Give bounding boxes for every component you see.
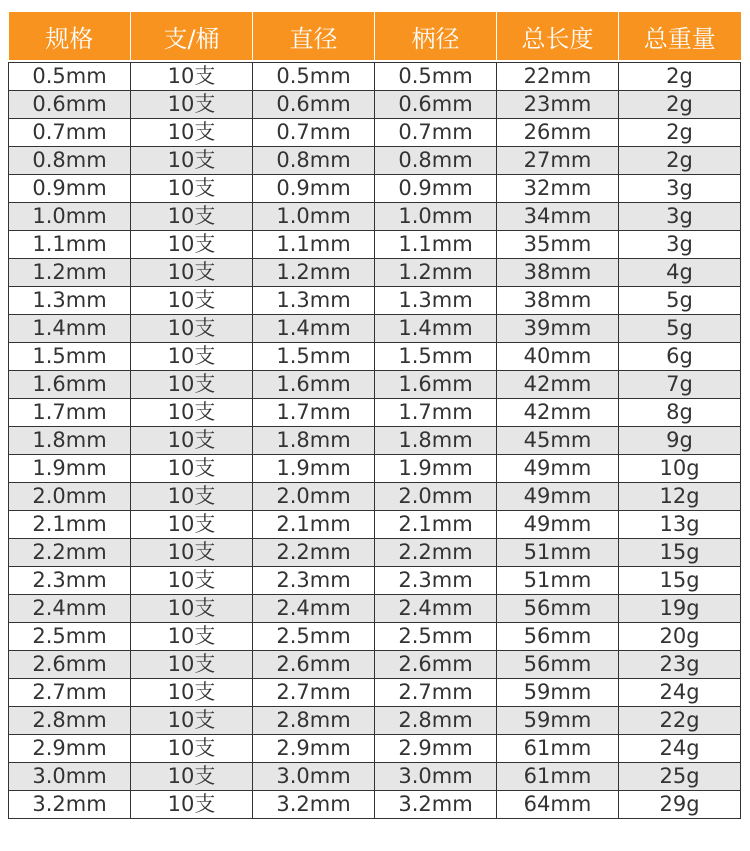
cell-shank: 1.5mm: [375, 343, 497, 371]
cell-weight: 6g: [619, 343, 741, 371]
cell-diameter: 1.0mm: [253, 203, 375, 231]
cell-shank: 2.1mm: [375, 511, 497, 539]
cell-weight: 3g: [619, 203, 741, 231]
cell-shank: 1.7mm: [375, 399, 497, 427]
cell-weight: 13g: [619, 511, 741, 539]
cell-diameter: 0.7mm: [253, 119, 375, 147]
cell-length: 51mm: [497, 567, 619, 595]
cell-length: 49mm: [497, 511, 619, 539]
cell-length: 22mm: [497, 63, 619, 91]
table-row: [9, 91, 741, 119]
table-row: [9, 791, 741, 819]
cell-shank: 3.0mm: [375, 763, 497, 791]
cell-weight: 24g: [619, 735, 741, 763]
cell-weight: 3g: [619, 175, 741, 203]
cell-diameter: 3.2mm: [253, 791, 375, 819]
cell-weight: 9g: [619, 427, 741, 455]
cell-diameter: 1.2mm: [253, 259, 375, 287]
cell-spec: 2.8mm: [9, 707, 131, 735]
cell-weight: 15g: [619, 539, 741, 567]
cell-shank: 2.0mm: [375, 483, 497, 511]
cell-shank: 1.6mm: [375, 371, 497, 399]
cell-spec: 1.8mm: [9, 427, 131, 455]
cell-diameter: 1.7mm: [253, 399, 375, 427]
cell-length: 59mm: [497, 679, 619, 707]
cell-spec: 2.7mm: [9, 679, 131, 707]
header-cell-diameter: 直径: [253, 12, 375, 60]
table-row: [9, 679, 741, 707]
table-row: [9, 483, 741, 511]
cell-count: 10支: [131, 567, 253, 595]
table-row: [9, 735, 741, 763]
cell-shank: 2.7mm: [375, 679, 497, 707]
cell-shank: 2.9mm: [375, 735, 497, 763]
cell-diameter: 0.8mm: [253, 147, 375, 175]
cell-shank: 1.4mm: [375, 315, 497, 343]
cell-weight: 2g: [619, 63, 741, 91]
cell-length: 59mm: [497, 707, 619, 735]
cell-length: 39mm: [497, 315, 619, 343]
table-row: [9, 763, 741, 791]
cell-count: 10支: [131, 595, 253, 623]
cell-weight: 23g: [619, 651, 741, 679]
cell-shank: 1.3mm: [375, 287, 497, 315]
header-cell-length: 总长度: [497, 12, 619, 60]
cell-length: 61mm: [497, 763, 619, 791]
cell-shank: 0.8mm: [375, 147, 497, 175]
table-row: [9, 371, 741, 399]
cell-weight: 29g: [619, 791, 741, 819]
cell-length: 42mm: [497, 399, 619, 427]
cell-shank: 1.1mm: [375, 231, 497, 259]
cell-spec: 1.4mm: [9, 315, 131, 343]
cell-count: 10支: [131, 259, 253, 287]
cell-diameter: 2.2mm: [253, 539, 375, 567]
cell-weight: 15g: [619, 567, 741, 595]
cell-diameter: 2.7mm: [253, 679, 375, 707]
cell-weight: 2g: [619, 119, 741, 147]
cell-count: 10支: [131, 735, 253, 763]
cell-spec: 2.5mm: [9, 623, 131, 651]
cell-count: 10支: [131, 91, 253, 119]
header-cell-spec: 规格: [9, 12, 131, 60]
table-row: [9, 175, 741, 203]
cell-count: 10支: [131, 455, 253, 483]
cell-spec: 1.0mm: [9, 203, 131, 231]
cell-spec: 1.9mm: [9, 455, 131, 483]
cell-count: 10支: [131, 791, 253, 819]
cell-count: 10支: [131, 679, 253, 707]
table-row: [9, 539, 741, 567]
cell-length: 26mm: [497, 119, 619, 147]
cell-spec: 0.7mm: [9, 119, 131, 147]
cell-count: 10支: [131, 399, 253, 427]
cell-length: 40mm: [497, 343, 619, 371]
cell-shank: 0.9mm: [375, 175, 497, 203]
table-body: [9, 63, 741, 819]
cell-spec: 0.5mm: [9, 63, 131, 91]
cell-spec: 1.5mm: [9, 343, 131, 371]
cell-count: 10支: [131, 175, 253, 203]
cell-shank: 2.6mm: [375, 651, 497, 679]
table-row: [9, 427, 741, 455]
cell-count: 10支: [131, 63, 253, 91]
table-row: [9, 147, 741, 175]
cell-length: 38mm: [497, 259, 619, 287]
cell-diameter: 1.8mm: [253, 427, 375, 455]
cell-length: 61mm: [497, 735, 619, 763]
cell-spec: 3.2mm: [9, 791, 131, 819]
cell-diameter: 2.5mm: [253, 623, 375, 651]
cell-shank: 2.4mm: [375, 595, 497, 623]
cell-length: 51mm: [497, 539, 619, 567]
cell-shank: 2.2mm: [375, 539, 497, 567]
cell-spec: 2.3mm: [9, 567, 131, 595]
table-row: [9, 623, 741, 651]
cell-shank: 3.2mm: [375, 791, 497, 819]
cell-shank: 1.2mm: [375, 259, 497, 287]
cell-length: 32mm: [497, 175, 619, 203]
cell-length: 42mm: [497, 371, 619, 399]
cell-spec: 2.2mm: [9, 539, 131, 567]
cell-diameter: 2.1mm: [253, 511, 375, 539]
cell-diameter: 2.3mm: [253, 567, 375, 595]
cell-spec: 2.9mm: [9, 735, 131, 763]
cell-length: 56mm: [497, 595, 619, 623]
cell-spec: 2.4mm: [9, 595, 131, 623]
cell-shank: 0.5mm: [375, 63, 497, 91]
cell-spec: 1.1mm: [9, 231, 131, 259]
cell-count: 10支: [131, 483, 253, 511]
cell-shank: 1.8mm: [375, 427, 497, 455]
cell-spec: 2.6mm: [9, 651, 131, 679]
table-row: [9, 399, 741, 427]
cell-weight: 10g: [619, 455, 741, 483]
cell-weight: 2g: [619, 91, 741, 119]
cell-length: 56mm: [497, 651, 619, 679]
cell-length: 38mm: [497, 287, 619, 315]
cell-diameter: 1.4mm: [253, 315, 375, 343]
table-row: [9, 343, 741, 371]
header-cell-weight: 总重量: [619, 12, 741, 60]
table-row: [9, 259, 741, 287]
cell-spec: 1.6mm: [9, 371, 131, 399]
cell-count: 10支: [131, 511, 253, 539]
cell-length: 64mm: [497, 791, 619, 819]
header-cell-shank: 柄径: [375, 12, 497, 60]
table-row: [9, 203, 741, 231]
cell-count: 10支: [131, 119, 253, 147]
cell-shank: 1.9mm: [375, 455, 497, 483]
cell-shank: 2.3mm: [375, 567, 497, 595]
cell-spec: 1.7mm: [9, 399, 131, 427]
cell-shank: 2.5mm: [375, 623, 497, 651]
cell-spec: 2.0mm: [9, 483, 131, 511]
cell-shank: 1.0mm: [375, 203, 497, 231]
cell-diameter: 2.0mm: [253, 483, 375, 511]
cell-diameter: 0.5mm: [253, 63, 375, 91]
cell-spec: 1.2mm: [9, 259, 131, 287]
cell-diameter: 3.0mm: [253, 763, 375, 791]
table-row: [9, 595, 741, 623]
cell-weight: 8g: [619, 399, 741, 427]
cell-count: 10支: [131, 651, 253, 679]
cell-diameter: 0.9mm: [253, 175, 375, 203]
cell-diameter: 1.9mm: [253, 455, 375, 483]
cell-weight: 4g: [619, 259, 741, 287]
cell-length: 56mm: [497, 623, 619, 651]
cell-shank: 2.8mm: [375, 707, 497, 735]
table-row: [9, 315, 741, 343]
cell-diameter: 2.4mm: [253, 595, 375, 623]
cell-spec: 1.3mm: [9, 287, 131, 315]
cell-spec: 3.0mm: [9, 763, 131, 791]
cell-weight: 24g: [619, 679, 741, 707]
cell-count: 10支: [131, 147, 253, 175]
cell-count: 10支: [131, 371, 253, 399]
cell-count: 10支: [131, 231, 253, 259]
cell-weight: 3g: [619, 231, 741, 259]
cell-count: 10支: [131, 763, 253, 791]
cell-length: 35mm: [497, 231, 619, 259]
cell-shank: 0.6mm: [375, 91, 497, 119]
cell-weight: 19g: [619, 595, 741, 623]
table-row: [9, 287, 741, 315]
cell-diameter: 1.6mm: [253, 371, 375, 399]
cell-weight: 20g: [619, 623, 741, 651]
cell-shank: 0.7mm: [375, 119, 497, 147]
table-row: [9, 455, 741, 483]
cell-length: 49mm: [497, 483, 619, 511]
table-row: [9, 231, 741, 259]
spec-table: [8, 12, 741, 819]
cell-length: 49mm: [497, 455, 619, 483]
header-cell-count: 支/桶: [131, 12, 253, 60]
cell-count: 10支: [131, 203, 253, 231]
cell-count: 10支: [131, 623, 253, 651]
cell-count: 10支: [131, 707, 253, 735]
cell-weight: 7g: [619, 371, 741, 399]
table-row: [9, 511, 741, 539]
cell-weight: 25g: [619, 763, 741, 791]
cell-weight: 5g: [619, 287, 741, 315]
table-header: [9, 12, 741, 63]
cell-diameter: 0.6mm: [253, 91, 375, 119]
cell-count: 10支: [131, 539, 253, 567]
cell-diameter: 2.9mm: [253, 735, 375, 763]
table-row: [9, 567, 741, 595]
header-row: [9, 12, 741, 60]
cell-count: 10支: [131, 427, 253, 455]
cell-spec: 0.6mm: [9, 91, 131, 119]
cell-length: 45mm: [497, 427, 619, 455]
cell-count: 10支: [131, 315, 253, 343]
cell-count: 10支: [131, 287, 253, 315]
table-row: [9, 707, 741, 735]
cell-diameter: 1.3mm: [253, 287, 375, 315]
cell-count: 10支: [131, 343, 253, 371]
cell-diameter: 1.5mm: [253, 343, 375, 371]
cell-spec: 0.8mm: [9, 147, 131, 175]
table-row: [9, 63, 741, 91]
table-row: [9, 651, 741, 679]
cell-weight: 12g: [619, 483, 741, 511]
cell-spec: 2.1mm: [9, 511, 131, 539]
cell-spec: 0.9mm: [9, 175, 131, 203]
cell-length: 34mm: [497, 203, 619, 231]
cell-weight: 22g: [619, 707, 741, 735]
cell-length: 27mm: [497, 147, 619, 175]
cell-length: 23mm: [497, 91, 619, 119]
cell-weight: 5g: [619, 315, 741, 343]
table-row: [9, 119, 741, 147]
cell-diameter: 1.1mm: [253, 231, 375, 259]
cell-weight: 2g: [619, 147, 741, 175]
cell-diameter: 2.8mm: [253, 707, 375, 735]
cell-diameter: 2.6mm: [253, 651, 375, 679]
